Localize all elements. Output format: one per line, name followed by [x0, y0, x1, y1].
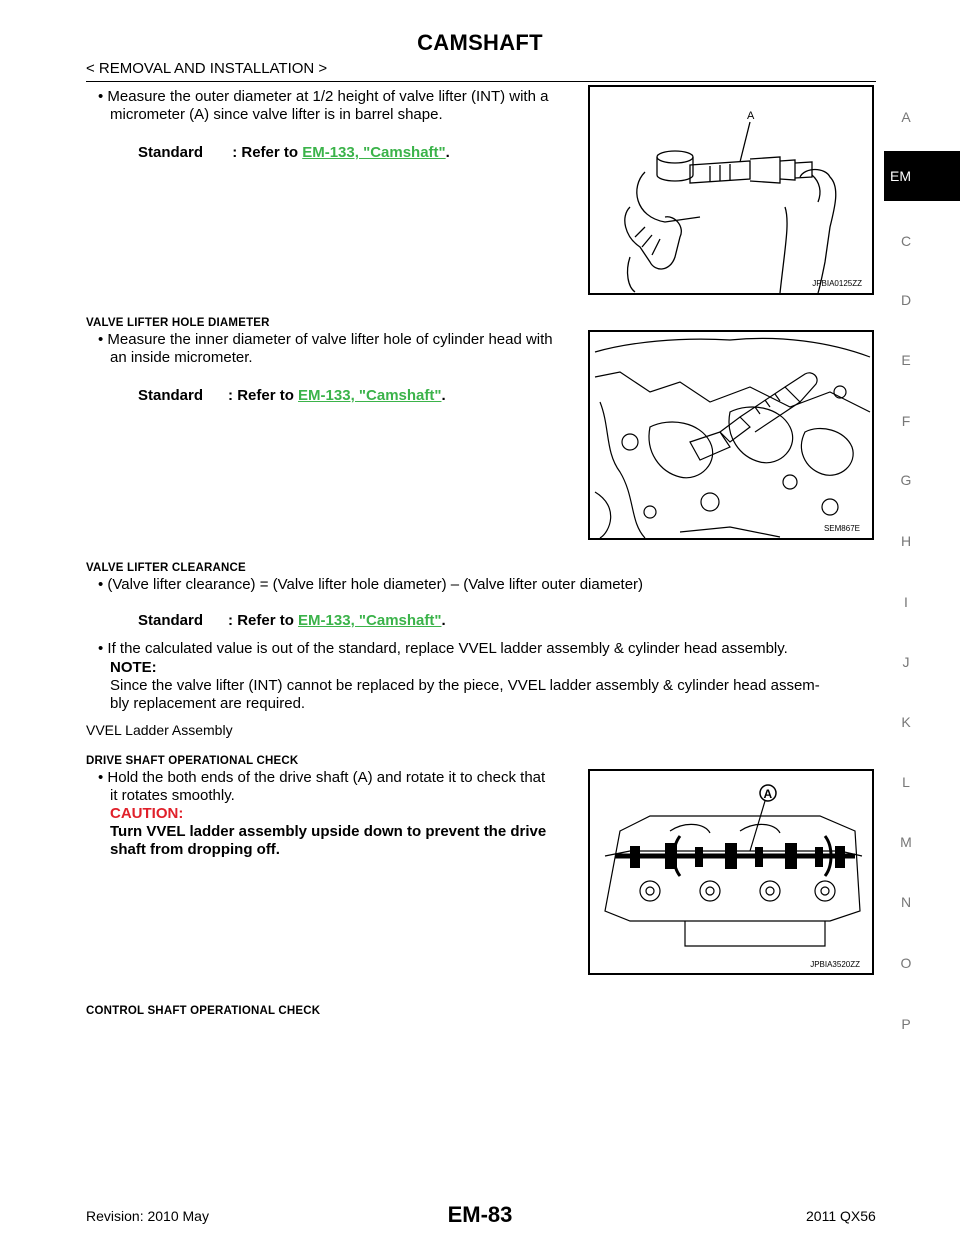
figure-callout-a: A: [747, 110, 755, 122]
heading-hole-diameter: VALVE LIFTER HOLE DIAMETER: [86, 317, 270, 329]
page-title: CAMSHAFT: [417, 30, 543, 55]
sidebar-section-h[interactable]: H: [900, 533, 912, 549]
sidebar-section-em[interactable]: EM: [884, 151, 960, 201]
note-text-line1: Since the valve lifter (INT) cannot be replaced by the piece, VVEL ladder assembly & cylinder head assem-: [110, 677, 820, 694]
caution-label: CAUTION:: [110, 805, 184, 822]
standard-label: Standard: [138, 387, 204, 404]
figure-inside-micrometer: [588, 330, 874, 540]
cylinder-head-illustration: [590, 332, 872, 538]
caution-text-line2: shaft from dropping off.: [110, 841, 280, 858]
drive-shaft-instruction-line1: • Hold the both ends of the drive shaft (A) and rotate it to check that: [98, 769, 546, 786]
note-label: NOTE:: [110, 659, 157, 676]
sidebar-section-k[interactable]: K: [901, 714, 911, 730]
standard-refer-text: : Refer to: [228, 612, 299, 629]
sidebar-section-d[interactable]: D: [900, 292, 912, 308]
standard-end-punct: .: [441, 612, 446, 629]
clearance-formula: • (Valve lifter clearance) = (Valve lifter hole diameter) – (Valve lifter outer diameter): [98, 576, 644, 593]
sidebar-section-n[interactable]: N: [900, 894, 912, 910]
standard-label: Standard: [138, 612, 204, 629]
breadcrumb: < REMOVAL AND INSTALLATION >: [86, 60, 328, 77]
standard-label: Standard: [138, 144, 204, 161]
drive-shaft-instruction-line2: it rotates smoothly.: [110, 787, 235, 804]
sidebar-section-g[interactable]: G: [900, 472, 912, 488]
sidebar-section-m[interactable]: M: [900, 834, 912, 850]
hole-diameter-standard: [138, 387, 446, 404]
standard-refer-text: : Refer to: [228, 387, 299, 404]
sidebar-section-f[interactable]: F: [901, 413, 911, 429]
figure-callout-a: A: [763, 787, 773, 801]
footer-model: 2011 QX56: [806, 1208, 876, 1224]
figure-code: SEM867E: [823, 524, 860, 533]
standard-refer-text: : Refer to: [232, 144, 303, 161]
vvel-ladder-illustration: [590, 771, 872, 973]
spec-link-camshaft[interactable]: EM-133, "Camshaft": [298, 612, 442, 629]
figure-vvel-ladder: [588, 769, 874, 975]
sidebar-section-e[interactable]: E: [901, 352, 911, 368]
header-divider: [86, 81, 876, 82]
figure-micrometer-lifter: [588, 85, 874, 295]
lifter-od-instruction-line2: micrometer (A) since valve lifter is in barrel shape.: [110, 106, 443, 123]
subsection-title-vvel: VVEL Ladder Assembly: [86, 722, 233, 738]
note-text-line2: bly replacement are required.: [110, 695, 306, 712]
sidebar-section-j[interactable]: J: [902, 654, 910, 670]
micrometer-illustration: [590, 87, 872, 293]
sidebar-section-i[interactable]: I: [904, 594, 908, 610]
standard-end-punct: .: [445, 144, 450, 161]
heading-control-shaft-check: CONTROL SHAFT OPERATIONAL CHECK: [86, 1005, 321, 1017]
sidebar-section-o[interactable]: O: [900, 955, 912, 971]
heading-drive-shaft-check: DRIVE SHAFT OPERATIONAL CHECK: [86, 755, 299, 767]
sidebar-section-c[interactable]: C: [900, 233, 912, 249]
heading-lifter-clearance: VALVE LIFTER CLEARANCE: [86, 562, 246, 574]
spec-link-camshaft[interactable]: EM-133, "Camshaft": [298, 387, 442, 404]
hole-diameter-instruction-line1: • Measure the inner diameter of valve lifter hole of cylinder head with: [98, 331, 553, 348]
clearance-replace-instruction: • If the calculated value is out of the standard, replace VVEL ladder assembly & cylinder head assembly.: [98, 640, 788, 657]
standard-end-punct: .: [441, 387, 446, 404]
sidebar-section-a[interactable]: A: [901, 109, 911, 125]
lifter-od-standard: [138, 144, 450, 161]
caution-text-line1: Turn VVEL ladder assembly upside down to prevent the drive: [110, 823, 547, 840]
figure-code: JPBIA3520ZZ: [810, 960, 860, 969]
sidebar-section-l[interactable]: L: [902, 774, 910, 790]
footer-revision: Revision: 2010 May: [86, 1208, 209, 1224]
lifter-od-instruction-line1: • Measure the outer diameter at 1/2 height of valve lifter (INT) with a: [98, 88, 549, 105]
figure-code: JPBIA0125ZZ: [812, 279, 862, 288]
footer-page-number: EM-83: [447, 1202, 513, 1227]
hole-diameter-instruction-line2: an inside micrometer.: [110, 349, 253, 366]
sidebar-section-p[interactable]: P: [901, 1016, 911, 1032]
clearance-standard: [138, 612, 446, 629]
spec-link-camshaft[interactable]: EM-133, "Camshaft": [302, 144, 446, 161]
